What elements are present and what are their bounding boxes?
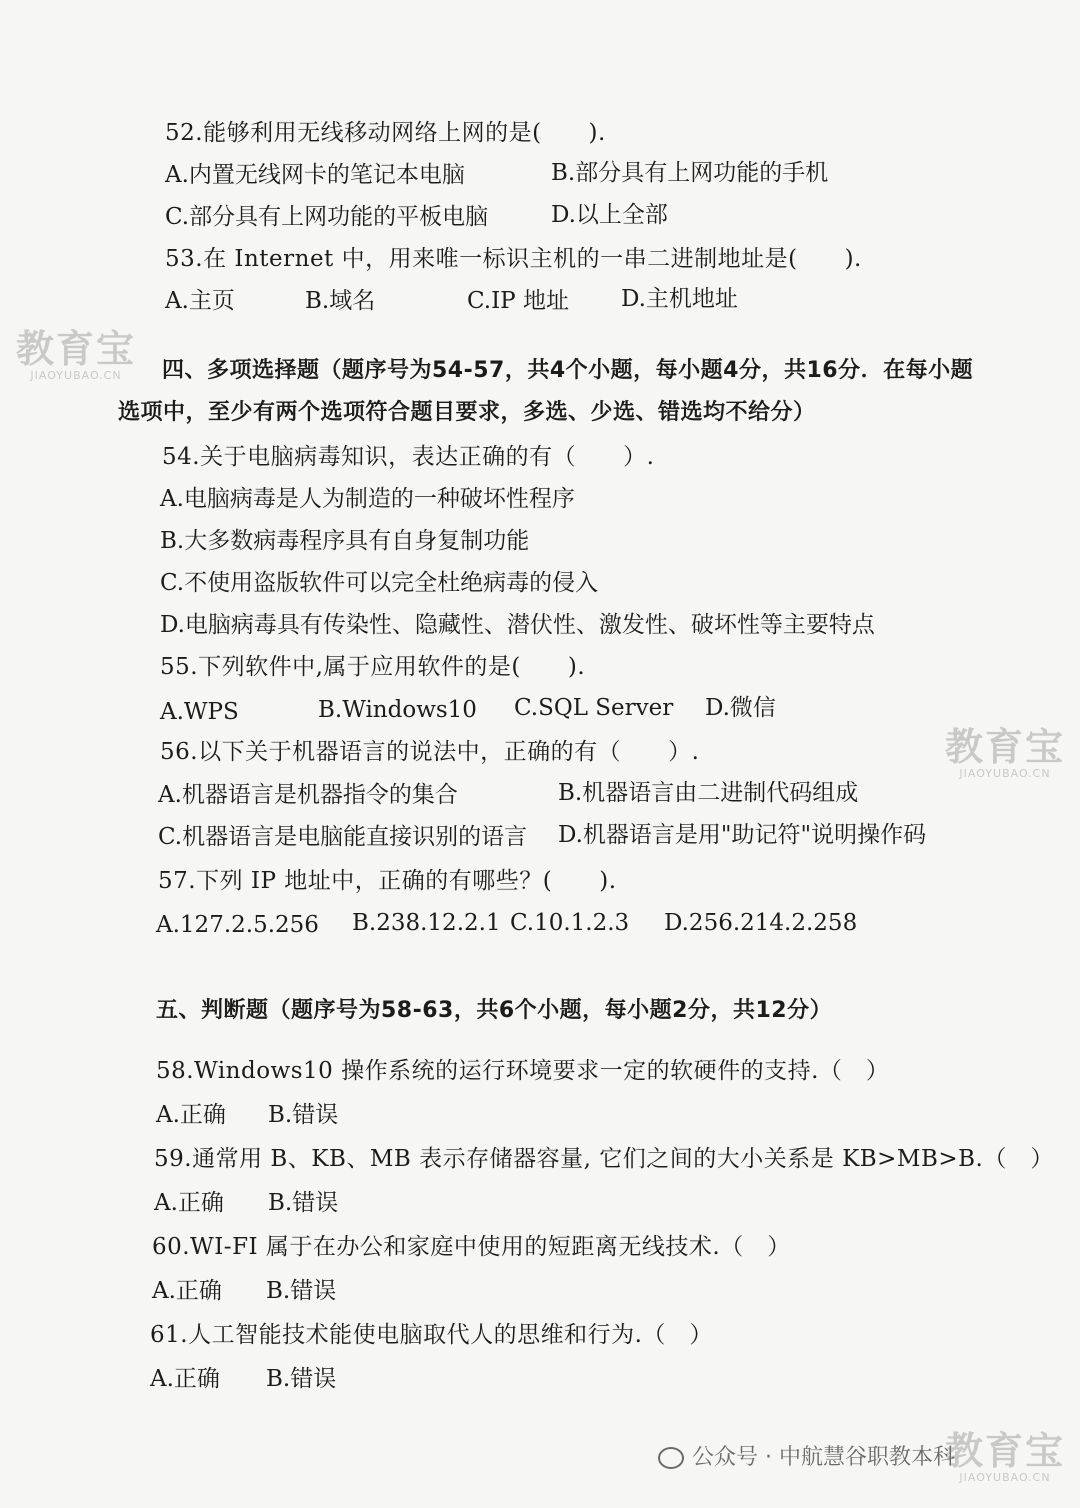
question-60-option-a: A.正确: [152, 1278, 222, 1304]
question-60-stem: 60.WI-FI 属于在办公和家庭中使用的短距离无线技术.（ ）: [152, 1234, 791, 1260]
section-5-heading: 五、判断题（题序号为58-63，共6个小题，每小题2分，共12分）: [156, 998, 833, 1023]
question-53-option-a: A.主页: [165, 288, 235, 314]
question-57-option-b: B.238.12.2.1: [352, 910, 501, 936]
question-56-option-d: D.机器语言是用"助记符"说明操作码: [558, 822, 927, 848]
watermark-brand: 教育宝: [945, 725, 1066, 769]
question-55-option-a: A.WPS: [160, 699, 239, 725]
question-53-option-b: B.域名: [305, 288, 376, 314]
question-55-stem: 55.下列软件中,属于应用软件的是( ).: [160, 654, 586, 680]
watermark-logo-left: [16, 327, 137, 382]
watermark-brand: 教育宝: [16, 327, 137, 371]
question-54-stem: 54.关于电脑病毒知识，表达正确的有（ ）.: [162, 444, 655, 470]
watermark-domain: JIAOYUBAO.CN: [959, 1471, 1051, 1484]
question-57-option-a: A.127.2.5.256: [156, 912, 319, 938]
question-60-option-b: B.错误: [266, 1278, 337, 1304]
question-53-option-c: C.IP 地址: [467, 288, 569, 314]
question-53-stem: 53.在 Internet 中，用来唯一标识主机的一串二进制地址是( ).: [165, 246, 862, 272]
question-59-stem: 59.通常用 B、KB、MB 表示存储器容量, 它们之间的大小关系是 KB>MB>B.（ ）: [154, 1146, 1054, 1172]
question-61-stem: 61.人工智能技术能使电脑取代人的思维和行为.（ ）: [150, 1322, 713, 1348]
question-54-option-a: A.电脑病毒是人为制造的一种破坏性程序: [160, 486, 575, 512]
question-61-option-b: B.错误: [266, 1366, 337, 1392]
question-56-option-b: B.机器语言由二进制代码组成: [558, 780, 859, 806]
question-52-stem: 52.能够利用无线移动网络上网的是( ).: [165, 120, 606, 146]
question-52-option-a: A.内置无线网卡的笔记本电脑: [165, 162, 465, 188]
question-55-option-b: B.Windows10: [318, 697, 477, 723]
footer-credit: [658, 1440, 955, 1471]
wechat-icon: [658, 1447, 684, 1469]
question-58-option-a: A.正确: [156, 1102, 226, 1128]
question-57-option-d: D.256.214.2.258: [664, 910, 858, 936]
watermark-domain: JIAOYUBAO.CN: [30, 369, 122, 382]
footer-text: 公众号 · 中航慧谷职教本科: [692, 1445, 955, 1470]
question-58-stem: 58.Windows10 操作系统的运行环境要求一定的软硬件的支持.（ ）: [156, 1058, 890, 1084]
watermark-logo-bottom: [945, 1429, 1066, 1484]
section-4-heading-line-2: 选项中，至少有两个选项符合题目要求，多选、少选、错选均不给分）: [118, 400, 816, 425]
question-57-stem: 57.下列 IP 地址中，正确的有哪些？( ).: [158, 868, 617, 894]
question-55-option-c: C.SQL Server: [514, 695, 674, 721]
question-54-option-d: D.电脑病毒具有传染性、隐藏性、潜伏性、激发性、破坏性等主要特点: [160, 612, 875, 638]
question-58-option-b: B.错误: [268, 1102, 339, 1128]
question-57-option-c: C.10.1.2.3: [510, 910, 630, 936]
watermark-brand: 教育宝: [945, 1429, 1066, 1473]
question-52-option-c: C.部分具有上网功能的平板电脑: [165, 204, 489, 230]
question-56-stem: 56.以下关于机器语言的说法中，正确的有（ ）.: [160, 739, 700, 765]
watermark-domain: JIAOYUBAO.CN: [959, 767, 1051, 780]
section-4-heading-line-1: 四、多项选择题（题序号为54-57，共4个小题，每小题4分，共16分．在每小题: [162, 358, 974, 383]
question-54-option-c: C.不使用盗版软件可以完全杜绝病毒的侵入: [160, 570, 599, 596]
question-59-option-a: A.正确: [154, 1190, 224, 1216]
question-59-option-b: B.错误: [268, 1190, 339, 1216]
question-56-option-a: A.机器语言是机器指令的集合: [158, 782, 458, 808]
question-52-option-b: B.部分具有上网功能的手机: [551, 160, 829, 186]
watermark-logo-right: [945, 725, 1066, 780]
question-52-option-d: D.以上全部: [551, 202, 668, 228]
question-55-option-d: D.微信: [705, 695, 776, 721]
question-56-option-c: C.机器语言是电脑能直接识别的语言: [158, 824, 528, 850]
question-53-option-d: D.主机地址: [621, 286, 738, 312]
question-61-option-a: A.正确: [150, 1366, 220, 1392]
question-54-option-b: B.大多数病毒程序具有自身复制功能: [160, 528, 530, 554]
